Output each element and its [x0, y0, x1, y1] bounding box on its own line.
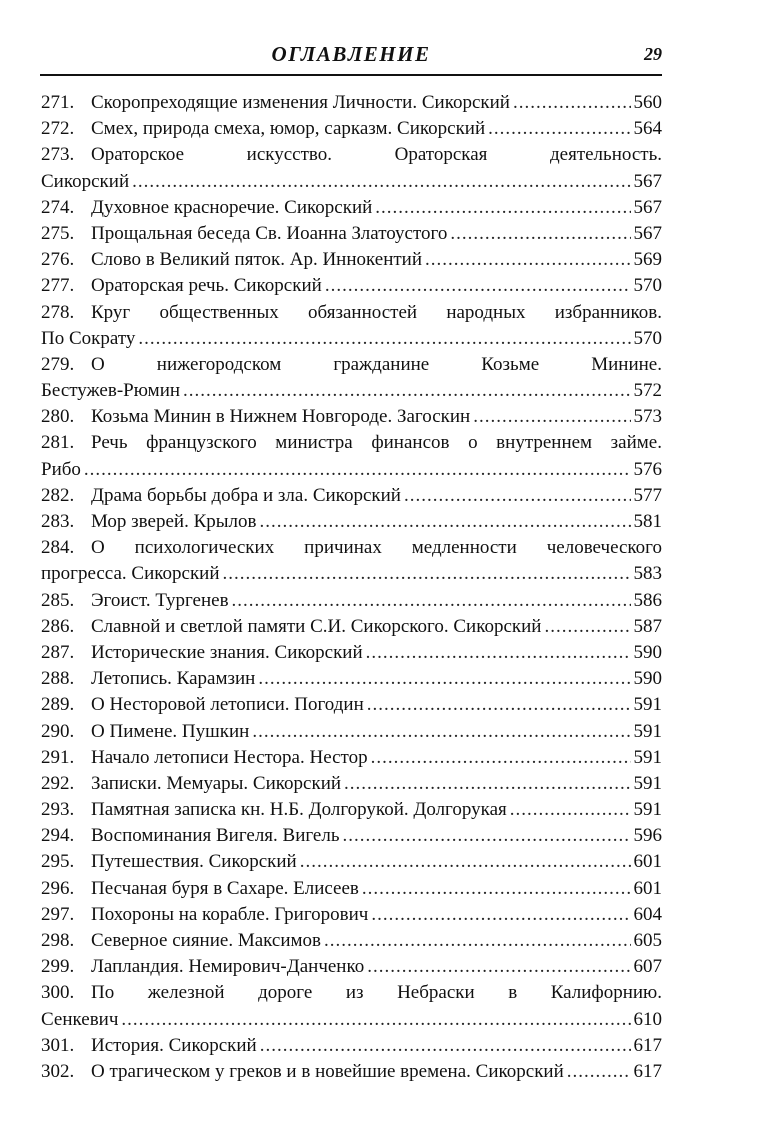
entry-page-number: 601: [633, 851, 662, 873]
entry-title: Северное сияние. Максимов: [91, 930, 322, 951]
toc-entry: [41, 1033, 662, 1059]
entry-number: 293.: [41, 799, 75, 821]
dot-leader: [567, 1059, 631, 1085]
dot-leader: [343, 823, 631, 849]
toc-entry: [41, 614, 662, 640]
entry-number: 283.: [41, 511, 75, 532]
entry-number: 299.: [41, 956, 75, 978]
toc-entry: [41, 771, 662, 797]
entry-title: Лапландия. Немирович-Данченко: [91, 956, 365, 978]
entry-page-number: 576: [633, 458, 662, 480]
toc-entry: [41, 142, 662, 168]
entry-page-number: 591: [633, 799, 662, 821]
entry-number: 295.: [41, 851, 75, 873]
entry-title: Прощальная беседа Св. Иоанна Златоустого: [91, 222, 448, 244]
dot-leader: [324, 928, 630, 954]
dot-leader: [425, 247, 630, 273]
entry-number: 302.: [41, 1060, 75, 1082]
entry-page-number: 596: [633, 825, 662, 847]
entry-title: Козьма Минин в Нижнем Новгороде. Загоскин: [91, 406, 471, 428]
dot-leader: [84, 457, 631, 483]
entry-title: Исторические знания. Сикорский: [91, 641, 363, 663]
entry-page-number: 617: [633, 1060, 662, 1082]
toc-entry: [41, 876, 662, 902]
entry-title: Бестужев-Рюмин: [41, 380, 181, 402]
entry-title: Записки. Мемуары. Сикорский: [91, 772, 342, 794]
entry-page-number: 567: [633, 196, 662, 218]
entry-title: О нижегородском гражданине Козьме Минине.: [91, 353, 662, 375]
entry-number: 278.: [41, 301, 75, 323]
entry-title: Рибо: [41, 458, 81, 480]
entry-page-number: 567: [633, 222, 662, 244]
entry-title: Славной и светлой памяти С.И. Сикорского. Сикорский: [91, 615, 542, 637]
entry-number: 297.: [41, 903, 75, 925]
entry-number: 280.: [41, 406, 75, 428]
toc-entry: [41, 430, 662, 456]
entry-number: 282.: [41, 484, 75, 506]
entry-page-number: 601: [633, 877, 662, 899]
running-header: [40, 40, 662, 74]
entry-title: Сикорский: [41, 170, 130, 192]
entry-title: Смех, природа смеха, юмор, сарказм. Сикорский: [91, 118, 486, 140]
toc-entry: [41, 823, 662, 849]
page-title: ОГЛАВЛЕНИЕ: [271, 42, 431, 66]
entry-number: 294.: [41, 825, 75, 847]
entry-title: О Несторовой летописи. Погодин: [91, 694, 364, 716]
entry-page-number: 573: [633, 406, 662, 428]
dot-leader: [513, 90, 631, 116]
entry-title: По Сократу: [41, 327, 136, 349]
dot-leader: [544, 614, 630, 640]
entry-page-number: 617: [633, 1034, 662, 1056]
dot-leader: [450, 221, 630, 247]
entry-title: Ораторское искусство. Ораторская деятельность.: [91, 144, 662, 166]
toc-entry: [41, 745, 662, 771]
toc-entry: [41, 300, 662, 326]
entry-number: 300.: [41, 982, 75, 1004]
page-number: 29: [644, 44, 662, 64]
entry-number: 277.: [41, 275, 75, 297]
entry-title: Начало летописи Нестора. Нестор: [91, 746, 368, 768]
dot-leader: [138, 326, 630, 352]
toc-entry-continuation: [41, 169, 662, 195]
toc-entry: [41, 1059, 662, 1085]
entry-title: Речь французского министра финансов о внутреннем займе.: [91, 432, 662, 454]
entry-page-number: 591: [633, 694, 662, 716]
entry-number: 285.: [41, 589, 75, 611]
toc-entry: [41, 902, 662, 928]
toc-entry: [41, 692, 662, 718]
toc-entry: [41, 954, 662, 980]
dot-leader: [258, 666, 630, 692]
dot-leader: [183, 378, 630, 404]
dot-leader: [375, 195, 630, 221]
entry-page-number: 590: [633, 641, 662, 663]
entry-number: 279.: [41, 353, 75, 375]
toc-entry: [41, 719, 662, 745]
entry-page-number: 591: [633, 720, 662, 742]
dot-leader: [371, 745, 631, 771]
entry-title: О психологических причинах медленности человеческого: [91, 537, 662, 559]
entry-title: По железной дороге из Небраски в Калифорнию.: [91, 982, 662, 1004]
entry-title: Слово в Великий пяток. Ар. Иннокентий: [91, 249, 423, 271]
entry-number: 273.: [41, 144, 75, 166]
entry-number: 291.: [41, 746, 75, 768]
entry-title: О трагическом у греков и в новейшие времена. Сикорский: [91, 1060, 564, 1082]
entry-page-number: 567: [633, 170, 662, 192]
toc-entry: [41, 90, 662, 116]
toc-entry: [41, 352, 662, 378]
entry-title: Драма борьбы добра и зла. Сикорский: [91, 484, 401, 506]
entry-number: 289.: [41, 694, 75, 716]
entry-number: 290.: [41, 720, 75, 742]
entry-title: Круг общественных обязанностей народных избранников.: [91, 301, 662, 323]
toc-entry: [41, 221, 662, 247]
entry-title: Ораторская речь. Сикорский: [91, 275, 322, 297]
dot-leader: [259, 509, 630, 535]
toc-entry: [41, 404, 662, 430]
entry-page-number: 591: [633, 746, 662, 768]
entry-title: Эгоист. Тургенев: [91, 589, 229, 611]
toc-entry: [41, 588, 662, 614]
toc-entry-continuation: [41, 561, 662, 587]
dot-leader: [232, 588, 631, 614]
entry-title: Воспоминания Вигеля. Вигель: [91, 825, 340, 847]
entry-page-number: 605: [633, 930, 662, 951]
dot-leader: [132, 169, 630, 195]
dot-leader: [366, 640, 631, 666]
entry-page-number: 570: [633, 275, 662, 297]
dot-leader: [344, 771, 630, 797]
entry-title: Памятная записка кн. Н.Б. Долгорукой. Долгорукая: [91, 799, 507, 821]
entry-number: 272.: [41, 118, 75, 140]
entry-number: 292.: [41, 772, 75, 794]
dot-leader: [223, 561, 631, 587]
dot-leader: [252, 719, 630, 745]
entry-title: Похороны на корабле. Григорович: [91, 903, 369, 925]
entry-number: 301.: [41, 1034, 75, 1056]
entry-number: 287.: [41, 641, 75, 663]
dot-leader: [325, 273, 631, 299]
dot-leader: [488, 116, 630, 142]
entry-page-number: 570: [633, 327, 662, 349]
entry-title: Скоропреходящие изменения Личности. Сикорский: [91, 92, 510, 113]
toc-entry: [41, 797, 662, 823]
entry-page-number: 577: [633, 484, 662, 506]
dot-leader: [121, 1007, 630, 1033]
table-of-contents: [41, 90, 662, 1085]
toc-entry: [41, 509, 662, 535]
dot-leader: [510, 797, 631, 823]
entry-page-number: 586: [633, 589, 662, 611]
entry-number: 274.: [41, 196, 75, 218]
toc-entry-continuation: [41, 1007, 662, 1033]
dot-leader: [404, 483, 631, 509]
entry-title: История. Сикорский: [91, 1034, 257, 1056]
entry-number: 296.: [41, 877, 75, 899]
toc-entry: [41, 928, 662, 954]
toc-entry-continuation: [41, 326, 662, 352]
entry-title: Духовное красноречие. Сикорский: [91, 196, 373, 218]
entry-number: 271.: [41, 92, 75, 113]
entry-number: 281.: [41, 432, 75, 454]
entry-page-number: 564: [633, 118, 662, 140]
toc-entry: [41, 849, 662, 875]
toc-entry: [41, 195, 662, 221]
entry-page-number: 587: [633, 615, 662, 637]
entry-page-number: 581: [633, 511, 662, 532]
entry-page-number: 569: [633, 249, 662, 271]
toc-entry: [41, 666, 662, 692]
entry-page-number: 607: [633, 956, 662, 978]
entry-number: 284.: [41, 537, 75, 559]
entry-number: 288.: [41, 668, 75, 690]
toc-entry: [41, 640, 662, 666]
toc-entry: [41, 116, 662, 142]
entry-page-number: 591: [633, 772, 662, 794]
toc-entry-continuation: [41, 378, 662, 404]
entry-title: О Пимене. Пушкин: [91, 720, 250, 742]
toc-entry: [41, 980, 662, 1006]
entry-title: Песчаная буря в Сахаре. Елисеев: [91, 877, 359, 899]
entry-page-number: 590: [633, 668, 662, 690]
toc-entry-continuation: [41, 457, 662, 483]
dot-leader: [371, 902, 630, 928]
entry-number: 276.: [41, 249, 75, 271]
entry-title: Летопись. Карамзин: [91, 668, 256, 690]
entry-title: Сенкевич: [41, 1008, 119, 1030]
entry-number: 298.: [41, 930, 75, 951]
dot-leader: [260, 1033, 631, 1059]
dot-leader: [300, 849, 631, 875]
entry-page-number: 610: [633, 1008, 662, 1030]
toc-entry: [41, 247, 662, 273]
entry-title: прогресса. Сикорский: [41, 563, 220, 585]
dot-leader: [362, 876, 631, 902]
dot-leader: [367, 954, 630, 980]
entry-number: 275.: [41, 222, 75, 244]
entry-page-number: 560: [633, 92, 662, 113]
entry-page-number: 583: [633, 563, 662, 585]
toc-entry: [41, 483, 662, 509]
dot-leader: [367, 692, 631, 718]
entry-page-number: 572: [633, 380, 662, 402]
entry-title: Мор зверей. Крылов: [91, 511, 257, 532]
entry-number: 286.: [41, 615, 75, 637]
dot-leader: [473, 404, 630, 430]
entry-title: Путешествия. Сикорский: [91, 851, 297, 873]
toc-entry: [41, 273, 662, 299]
header-rule: [40, 74, 662, 76]
entry-page-number: 604: [633, 903, 662, 925]
toc-entry: [41, 535, 662, 561]
